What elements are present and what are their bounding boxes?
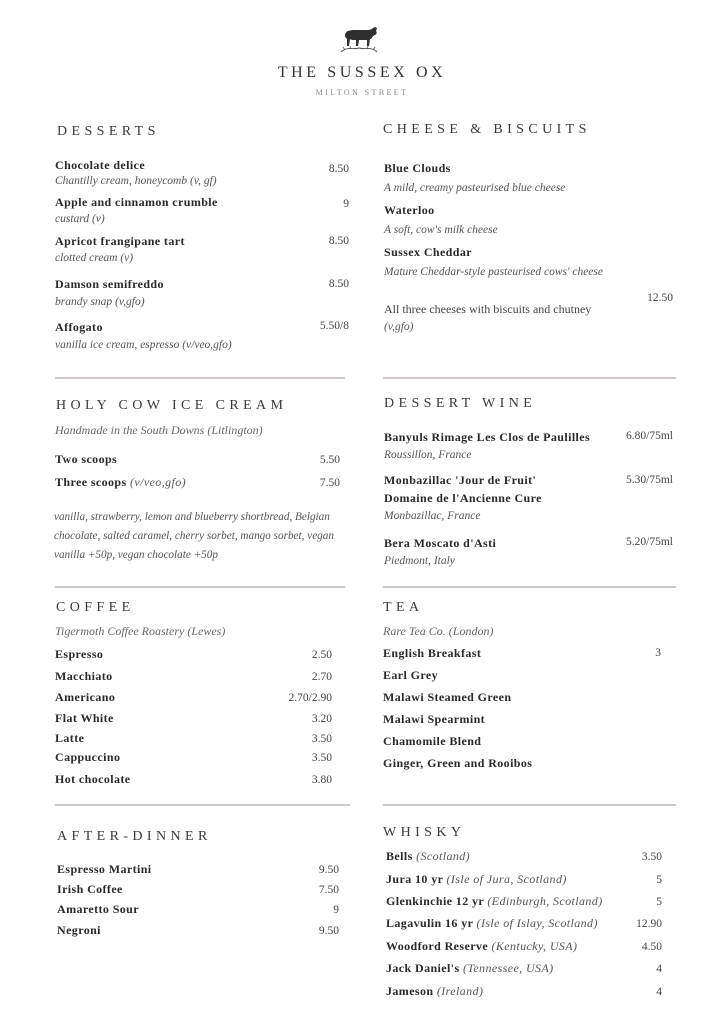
dessert-desc: custard (v): [55, 213, 105, 225]
whisky-region: (Ireland): [436, 984, 484, 998]
wine-producer: Domaine de l'Ancienne Cure: [384, 491, 542, 505]
whisky-item: [386, 984, 483, 999]
wine-price: 5.30/75ml: [626, 474, 673, 486]
whisky-name: Lagavulin 16 yr: [386, 916, 474, 930]
whisky-item: [386, 872, 567, 887]
cocktail-item: Irish Coffee: [57, 882, 123, 896]
section-divider: [55, 586, 345, 588]
dessert-price: 8.50: [328, 235, 349, 247]
whisky-region: (Scotland): [416, 849, 471, 863]
whisky-name: Jameson: [386, 984, 434, 998]
whisky-price: 4: [656, 963, 662, 975]
whisky-item: [386, 961, 554, 976]
dessert-name: Apricot frangipane tart: [55, 234, 185, 248]
dessert-wine-heading: DESSERT WINE: [384, 396, 537, 411]
wine-price: 5.20/75ml: [626, 536, 673, 548]
dessert-name: Damson semifreddo: [55, 277, 164, 291]
whisky-name: Jack Daniel's: [386, 961, 460, 975]
coffee-item: Latte: [55, 731, 85, 745]
tea-note: Rare Tea Co. (London): [383, 624, 494, 638]
cheese-price: 12.50: [647, 292, 673, 304]
tea-item: Chamomile Blend: [383, 734, 482, 748]
wine-region: Piedmont, Italy: [384, 555, 455, 567]
cheese-name: Sussex Cheddar: [384, 245, 472, 259]
whisky-price: 5: [656, 874, 662, 886]
coffee-price: 3.20: [311, 713, 332, 725]
cocktail-item: Amaretto Sour: [57, 902, 139, 916]
section-divider: [55, 804, 350, 806]
wine-name: Banyuls Rimage Les Clos de Paulilles: [384, 430, 591, 444]
coffee-price: 2.70: [311, 671, 332, 683]
dessert-name: Apple and cinnamon crumble: [55, 195, 218, 209]
icecream-item: Two scoops: [55, 452, 118, 466]
whisky-name: Jura 10 yr: [386, 872, 444, 886]
tea-item: English Breakfast: [383, 646, 482, 660]
whisky-name: Woodford Reserve: [386, 939, 489, 953]
cheese-selection: All three cheeses with biscuits and chutney: [384, 302, 592, 316]
cheese-selection-note: (v,gfo): [384, 321, 414, 333]
dessert-desc: vanilla ice cream, espresso (v/veo,gfo): [55, 339, 232, 351]
whisky-name: Glenkinchie 12 yr: [386, 894, 484, 908]
tea-item: Ginger, Green and Rooibos: [383, 756, 533, 770]
whisky-item: [386, 894, 603, 909]
icecream-price: 7.50: [319, 477, 340, 489]
coffee-price: 2.50: [311, 649, 332, 661]
whisky-heading: WHISKY: [383, 825, 466, 840]
cheese-desc: A mild, creamy pasteurised blue cheese: [384, 182, 566, 194]
cocktail-price: 7.50: [318, 884, 339, 896]
whisky-price: 4.50: [641, 941, 662, 953]
cocktail-price: 9.50: [318, 864, 339, 876]
coffee-item: Hot chocolate: [55, 772, 131, 786]
whisky-price: 12.90: [636, 918, 662, 930]
whisky-region: (Kentucky, USA): [491, 939, 578, 953]
dessert-price: 5.50/8: [319, 320, 349, 332]
coffee-heading: COFFEE: [56, 600, 135, 615]
dessert-desc: brandy snap (v,gfo): [55, 296, 145, 308]
cheese-heading: CHEESE & BISCUITS: [383, 122, 591, 137]
dessert-name: Chocolate delice: [55, 158, 146, 172]
coffee-price: 3.80: [311, 774, 332, 786]
tea-price: 3: [655, 647, 661, 659]
whisky-price: 3.50: [641, 851, 662, 863]
section-divider: [383, 586, 676, 588]
whisky-region: (Edinburgh, Scotland): [487, 894, 603, 908]
dessert-desc: Chantilly cream, honeycomb (v, gf): [55, 175, 217, 187]
dessert-name: Affogato: [55, 320, 103, 334]
dessert-desc: clotted cream (v): [55, 252, 134, 264]
cheese-name: Waterloo: [384, 203, 435, 217]
dessert-price: 8.50: [328, 163, 349, 175]
cheese-desc: A soft, cow's milk cheese: [384, 224, 498, 236]
coffee-item: Americano: [55, 690, 116, 704]
restaurant-name: THE SUSSEX OX: [277, 64, 447, 81]
cocktail-item: Espresso Martini: [57, 862, 152, 876]
cocktail-item: Negroni: [57, 923, 101, 937]
section-divider: [55, 377, 345, 379]
icecream-price: 5.50: [319, 454, 340, 466]
icecream-heading: HOLY COW ICE CREAM: [56, 398, 288, 413]
wine-region: Roussillon, France: [384, 449, 472, 461]
whisky-name: Bells: [386, 849, 413, 863]
tea-item: Earl Grey: [383, 668, 439, 682]
after-dinner-heading: AFTER-DINNER: [57, 829, 212, 844]
tea-item: Malawi Steamed Green: [383, 690, 512, 704]
whisky-item: [386, 916, 598, 931]
wine-name: Bera Moscato d'Asti: [384, 536, 497, 550]
dessert-price: 9: [343, 198, 349, 210]
coffee-price: 2.70/2.90: [288, 692, 332, 704]
tea-heading: TEA: [383, 600, 424, 615]
icecream-note: Handmade in the South Downs (Litlington): [55, 423, 263, 437]
whisky-item: [386, 849, 470, 864]
whisky-price: 4: [656, 986, 662, 998]
icecream-flavours: vanilla, strawberry, lemon and blueberry shortbread, Belgian chocolate, salted caramel, cherry sorbet, mango sorbet, vegan vanilla +50p, vegan chocolate +50p: [54, 511, 334, 561]
tea-item: Malawi Spearmint: [383, 712, 486, 726]
whisky-region: (Isle of Islay, Scotland): [476, 916, 598, 930]
coffee-note: Tigermoth Coffee Roastery (Lewes): [55, 624, 226, 638]
coffee-price: 3.50: [311, 752, 332, 764]
restaurant-location: MILTON STREET: [315, 88, 409, 97]
section-divider: [383, 377, 676, 379]
coffee-item: Espresso: [55, 647, 104, 661]
cocktail-price: 9.50: [318, 925, 339, 937]
whisky-item: [386, 939, 577, 954]
whisky-price: 5: [656, 896, 662, 908]
whisky-region: (Isle of Jura, Scotland): [446, 872, 567, 886]
coffee-price: 3.50: [311, 733, 332, 745]
whisky-region: (Tennessee, USA): [462, 961, 554, 975]
cocktail-price: 9: [333, 904, 339, 916]
desserts-heading: DESSERTS: [57, 124, 160, 139]
cheese-name: Blue Clouds: [384, 161, 451, 175]
cheese-desc: Mature Cheddar-style pasteurised cows' cheese: [384, 266, 603, 278]
ox-logo-icon: [337, 22, 381, 56]
coffee-item: Flat White: [55, 711, 114, 725]
coffee-item: Cappuccino: [55, 750, 121, 764]
coffee-item: Macchiato: [55, 669, 113, 683]
dessert-price: 8.50: [328, 278, 349, 290]
section-divider: [383, 804, 676, 806]
icecream-item: Three scoops (v/veo,gfo): [55, 475, 187, 489]
wine-name: Monbazillac 'Jour de Fruit': [384, 473, 537, 487]
wine-price: 6.80/75ml: [626, 430, 673, 442]
wine-region: Monbazillac, France: [384, 510, 481, 522]
